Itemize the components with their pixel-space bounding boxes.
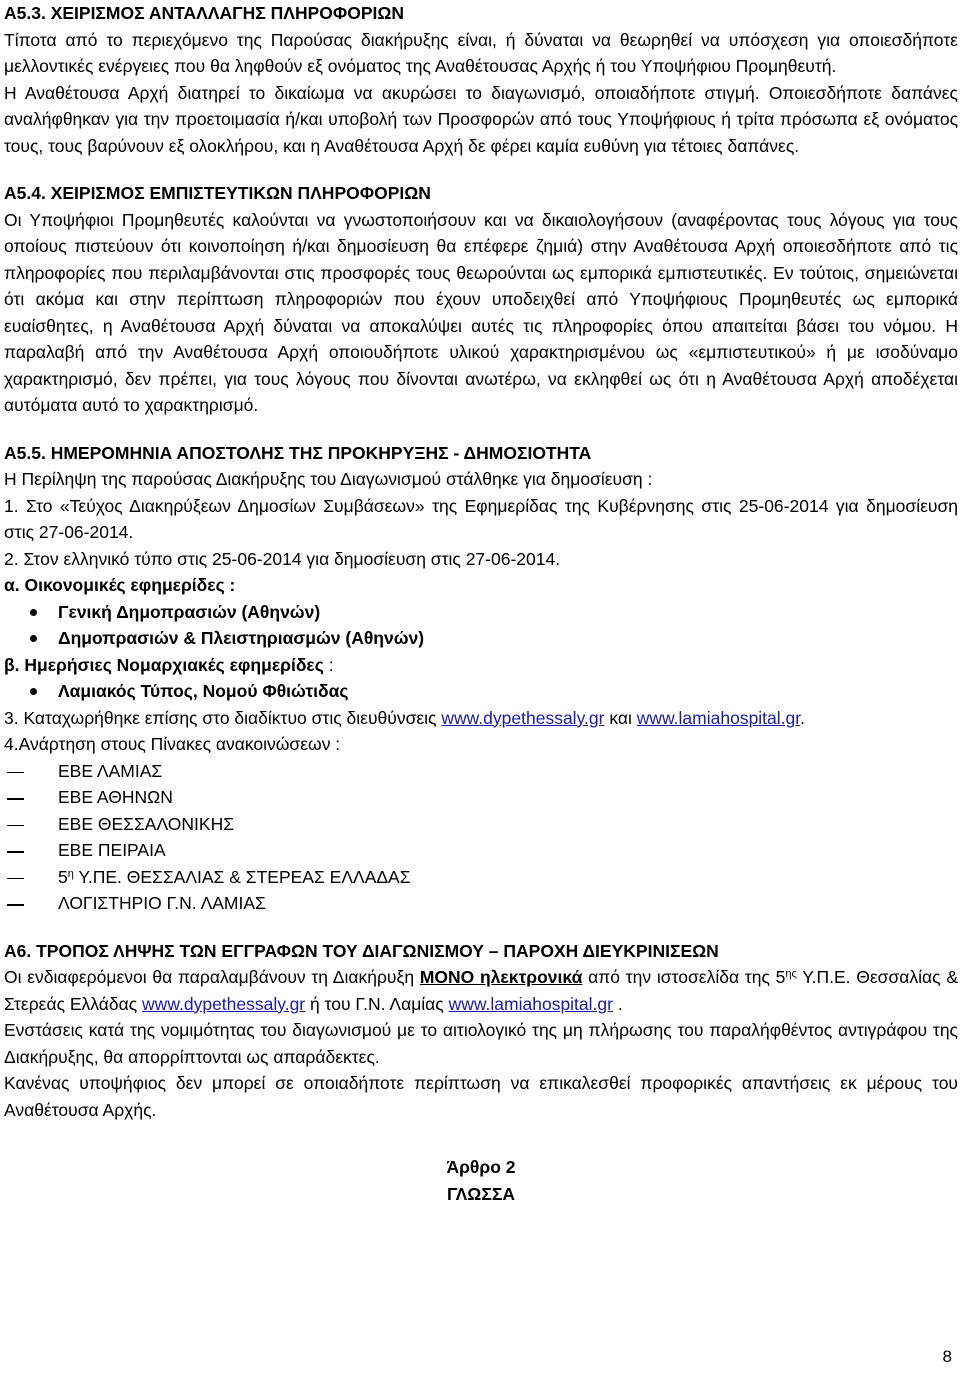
section-a5-3-heading: Α5.3. ΧΕΙΡΙΣΜΟΣ ΑΝΤΑΛΛΑΓΗΣ ΠΛΗΡΟΦΟΡΙΩΝ — [4, 3, 405, 23]
item-3-suffix: . — [800, 707, 805, 728]
article-number: Άρθρο 2 — [446, 1157, 516, 1177]
dash-bullet-icon — [7, 851, 24, 853]
notice-board-name: ΕΒΕ ΠΕΙΡΑΙΑ — [58, 840, 166, 860]
section-a5-5-item-4: 4.Ανάρτηση στους Πίνακες ανακοινώσεων : — [4, 734, 341, 754]
a6-p1-text: Οι ενδιαφερόμενοι θα παραλαμβάνουν τη Διακήρυξη — [4, 967, 420, 987]
section-a5-5-heading: Α5.5. ΗΜΕΡΟΜΗΝΙΑ ΑΠΟΣΤΟΛΗΣ ΤΗΣ ΠΡΟΚΗΡΥΞΗΣ - ΔΗΜΟΣΙΟΤΗΤΑ — [4, 442, 592, 463]
item-3-text: 3. Καταχωρήθηκε επίσης στο διαδίκτυο στις διευθύνσεις — [4, 707, 442, 728]
lamiahospital-link[interactable]: www.lamiahospital.gr — [636, 707, 801, 728]
lamiahospital-link[interactable]: www.lamiahospital.gr — [448, 993, 613, 1014]
financial-paper-name: Δημοπρασιών & Πλειστηριασμών (Αθηνών) — [58, 628, 425, 648]
a6-p1-suffix: . — [612, 993, 623, 1014]
regional-papers-list — [4, 678, 958, 705]
dypethessaly-link[interactable]: www.dypethessaly.gr — [142, 993, 306, 1014]
section-a6-paragraph-2: Ενστάσεις κατά της νομιμότητας του διαγωνισμού με το αιτιολογικό της μη πλήρωσης του παραλήφθέντος αντιγράφου της Διακήρυξης, θα απορρίπτονται ως απαράδεκτες. — [4, 1020, 958, 1067]
financial-papers-label: α. Οικονομικές εφημερίδες : — [4, 575, 236, 595]
regional-papers-label: β. Ημερήσιες Νομαρχιακές εφημερίδες — [4, 654, 324, 675]
section-a5-5-item-2: 2. Στον ελληνικό τύπο στις 25-06-2014 για δημοσίευση στις 27-06-2014. — [4, 548, 561, 569]
spacer — [4, 917, 958, 938]
article-title: ΓΛΩΣΣΑ — [447, 1183, 515, 1204]
regional-paper-name: Λαμιακός Τύπος, Νομού Φθιώτιδας — [58, 681, 349, 701]
list-item — [4, 625, 958, 652]
dypethessaly-link[interactable]: www.dypethessaly.gr — [441, 707, 605, 728]
dash-bullet-icon — [7, 878, 24, 880]
dash-bullet-icon — [7, 904, 24, 906]
dash-bullet-icon — [7, 825, 24, 827]
section-a5-3-paragraph-1: Τίποτα από το περιεχόμενο της Παρούσας διακήρυξης είναι, ή δύναται να θεωρηθεί να υπόσχεση για οποιεσδήποτε μελλοντικές ενέργειες που θα ληφθούν εξ ονόματος της Αναθέτουσας Αρχής ή του Υποψήφιου Προμηθευτή. — [4, 29, 958, 76]
spacer — [4, 1144, 958, 1154]
section-a6-paragraph-3: Κανένας υποψήφιος δεν μπορεί σε οποιαδήποτε περίπτωση να επικαλεσθεί προφορικές απαντήσεις εκ μέρους του Αναθέτουσα Αρχής. — [4, 1073, 958, 1120]
spacer — [4, 159, 958, 180]
section-a5-4-heading: Α5.4. ΧΕΙΡΙΣΜΟΣ ΕΜΠΙΣΤΕΥΤΙΚΩΝ ΠΛΗΡΟΦΟΡΙΩΝ — [4, 183, 431, 203]
notice-board-name: ΛΟΓΙΣΤΗΡΙΟ Γ.Ν. ΛΑΜΙΑΣ — [58, 893, 266, 913]
list-item — [4, 599, 958, 626]
spacer — [4, 419, 958, 440]
regional-papers-label-suffix: : — [323, 654, 334, 675]
a6-p1-text: ή του Γ.Ν. Λαμίας — [305, 993, 449, 1014]
notice-board-number: 5 — [58, 866, 68, 887]
section-a5-5-item-3 — [4, 705, 958, 732]
list-item — [4, 758, 958, 785]
a6-p1-ordinal: ης — [785, 968, 797, 980]
list-item — [4, 811, 958, 838]
bullet-icon — [30, 688, 37, 695]
notice-board-name: ΕΒΕ ΘΕΣΣΑΛΟΝΙΚΗΣ — [58, 813, 235, 834]
page-number: 8 — [942, 1347, 952, 1366]
list-item — [4, 678, 958, 705]
list-item — [4, 784, 958, 811]
list-item — [4, 890, 958, 917]
a6-p1-text: από την ιστοσελίδα της 5 — [582, 967, 786, 987]
section-a6-heading: Α6. ΤΡΟΠΟΣ ΛΗΨΗΣ ΤΩΝ ΕΓΓΡΑΦΩΝ ΤΟΥ ΔΙΑΓΩΝΙΣΜΟΥ – ΠΑΡΟΧΗ ΔΙΕΥΚΡΙΝΙΣΕΩΝ — [4, 940, 719, 961]
notice-board-name: ΕΒΕ ΑΘΗΝΩΝ — [58, 787, 173, 807]
item-3-conjunction: και — [604, 707, 637, 728]
list-item — [4, 837, 958, 864]
section-a6-paragraph-1 — [4, 964, 958, 1017]
section-a5-3-paragraph-2: Η Αναθέτουσα Αρχή διατηρεί το δικαίωμα να ακυρώσει το διαγωνισμό, οποιαδήποτε στιγμή. Οποιεσδήποτε δαπάνες αναλήφθηκαν για την προετοιμασία ή/και υποβολή των Προσφορών από τους Υποψήφιους ή τρίτα πρόσωπα εξ ονόματος τους, τους βαρύνουν εξ ολοκλήρου, και η Αναθέτουσα Αρχή δε φέρει καμία ευθύνη για τέτοιες δαπάνες. — [4, 82, 958, 156]
a6-p1-emphasis: ΜΟΝΟ ηλεκτρονικά — [419, 967, 583, 987]
financial-papers-list — [4, 599, 958, 652]
dash-bullet-icon — [7, 772, 24, 774]
section-a5-4-paragraph: Οι Υποψήφιοι Προμηθευτές καλούνται να γνωστοποιήσουν και να δικαιολογήσουν (αναφέροντας τους λόγους για τους οποίους πιστεύουν ότι κοινοποίηση ή/και δημοσίευση θα επέφερε ζημιά) στην Αναθέτουσα Αρχή οποιεσδήποτε από τις πληροφορίες που περιλαμβάνονται στις προσφορές τους θεωρούνται ως εμπορικά εμπιστευτικές. Εν τούτοις, σημειώνεται ότι ακόμα και στην περίπτωση πληροφοριών που έχουν υποδειχθεί από Υποψήφιους Προμηθευτές ως εμπορικά ευαίσθητες, η Αναθέτουσα Αρχή δύναται να αποκαλύψει αυτές τις πληροφορίες όπου απαιτείται βάσει του νόμου. Η παραλαβή από την Αναθέτουσα Αρχή οποιουδήποτε υλικού χαρακτηρισμένου ως «εμπιστευτικού» ή με ισοδύναμο χαρακτηρισμό, δεν πρέπει, για τους λόγους που δίνονται ανωτέρω, να εκληφθεί ως ότι η Αναθέτουσα Αρχή αποδέχεται αυτόματα αυτό το χαρακτηρισμό. — [4, 209, 958, 415]
financial-paper-name: Γενική Δημοπρασιών (Αθηνών) — [58, 601, 321, 622]
section-a5-5-intro: Η Περίληψη της παρούσας Διακήρυξης του Διαγωνισμού στάλθηκε για δημοσίευση : — [4, 469, 653, 489]
spacer — [4, 1123, 958, 1144]
notice-board-name: Υ.ΠΕ. ΘΕΣΣΑΛΙΑΣ & ΣΤΕΡΕΑΣ ΕΛΛΑΔΑΣ — [73, 866, 411, 887]
bullet-icon — [30, 609, 37, 616]
dash-bullet-icon — [7, 798, 24, 800]
section-a5-5-item-1: 1. Στο «Τεύχος Διακηρύξεων Δημοσίων Συμβάσεων» της Εφημερίδας της Κυβέρνησης στις 25-06-2014 για δημοσίευση στις 27-06-2014. — [4, 495, 958, 542]
a6-p1-text: Υ.Π.Ε. Θεσσαλίας & Στερεάς Ελλάδας — [4, 967, 958, 1014]
bullet-icon — [30, 635, 37, 642]
notice-board-name: ΕΒΕ ΛΑΜΙΑΣ — [58, 760, 163, 781]
list-item — [4, 864, 958, 891]
notice-boards-list — [4, 758, 958, 917]
regional-papers-label-line — [4, 652, 958, 679]
notice-board-ordinal: η — [67, 867, 74, 880]
